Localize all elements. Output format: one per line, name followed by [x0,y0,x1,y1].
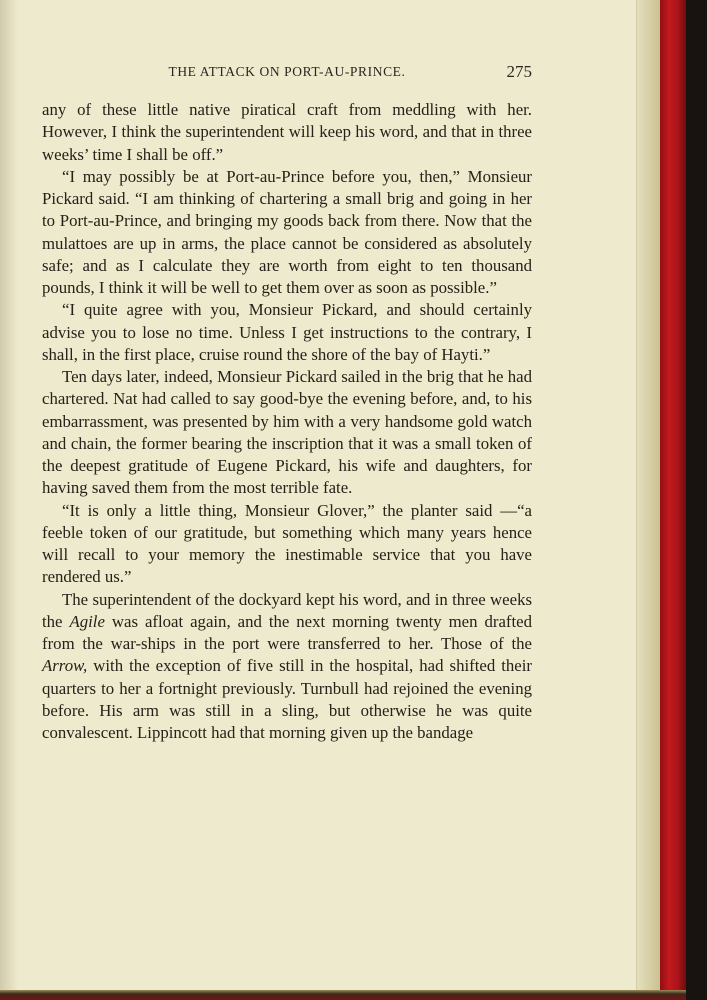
paragraph: Ten days later, indeed, Monsieur Pickard sailed in the brig that he had chartered. Nat had called to say good-bye the evening before, and, to his embarrassment, was presented by him with a very handsome gold watch and chain, the former bearing the inscription that it was a small token of the deepest gratitude of Eugene Pickard, his wife and daughters, for having saved them from the most terrible fate. [42,367,532,498]
page-fore-edge [636,0,661,995]
ship-name-italic: Arrow, [42,656,88,676]
paragraph-text: was afloat again, and the next morning twenty men drafted from the war-ships in the port were transferred to her. Those of the [42,611,533,653]
ship-name-italic: Agile [69,611,105,631]
running-title: THE ATTACK ON PORT-AU-PRINCE. [168,64,406,79]
paragraph [42,589,532,745]
bottom-page-edge [0,990,686,1000]
paragraph-text: with the exception of five still in the hospital, had shifted their quarters to her a fortnight previously. Turnbull had rejoined the evening before. His arm was still in a sling, but otherwise he was quite convalescent. Lippincott had that morning given up the bandage [42,656,532,742]
paragraph: “It is only a little thing, Monsieur Glover,” the planter said —“a feeble token of our gratitude, but something which many years hence will recall to your memory the inestimable service that you have rendered us.” [42,500,532,587]
dark-background-edge [686,0,707,1000]
running-head [42,62,532,86]
gutter-shadow [0,0,18,995]
red-book-cover-edge [660,0,686,995]
body-text [42,99,532,744]
paragraph: any of these little native piratical craft from meddling with her. However, I think the superintendent will keep his word, and that in three weeks’ time I shall be off.” [42,100,532,164]
page-number: 275 [506,62,532,81]
paragraph-text: The superintendent of the dockyard kept his word, and in three weeks the [42,589,532,631]
paragraph: “I may possibly be at Port-au-Prince before you, then,” Monsieur Pickard said. “I am thinking of chartering a small brig and going in her to Port-au-Prince, and bringing my goods back from there. Now that the mulattoes are up in arms, the place cannot be considered as absolutely safe; and as I calculate they are worth from eight to ten thousand pounds, I think it will be well to get them over as soon as possible.” [42,166,532,297]
paragraph: “I quite agree with you, Monsieur Pickard, and should certainly advise you to lose no time. Unless I get instructions to the contrary, I shall, in the first place, cruise round the shore of the bay of Hayti.” [42,300,532,364]
